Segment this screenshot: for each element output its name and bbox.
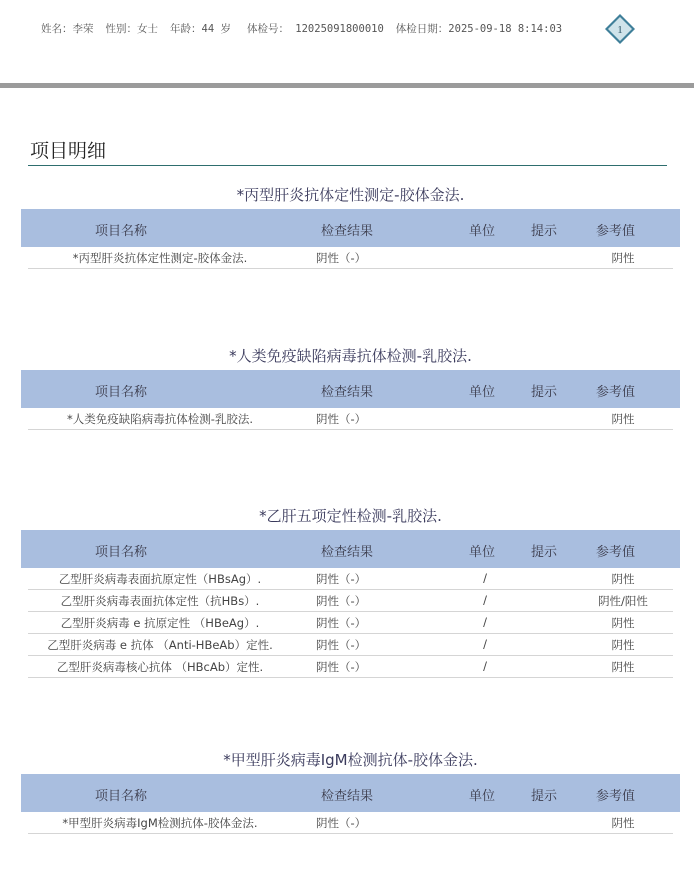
col-name: 项目名称: [95, 545, 148, 560]
row-name: 乙型肝炎病毒核心抗体 （HBcAb）定性.: [56, 660, 264, 674]
row-result: 阴性（-）: [316, 638, 367, 652]
table-row: [28, 612, 673, 634]
table-header: [21, 209, 680, 247]
table-row: [28, 656, 673, 678]
row-name: *丙型肝炎抗体定性测定-胶体金法.: [72, 251, 248, 265]
row-unit: /: [483, 637, 487, 651]
row-result: 阴性（-）: [316, 412, 367, 426]
col-name: 项目名称: [95, 789, 148, 804]
table-row: [28, 568, 673, 590]
col-reference: 参考值: [596, 385, 636, 400]
col-tip: 提示: [531, 545, 558, 560]
col-reference: 参考值: [596, 789, 636, 804]
col-tip: 提示: [531, 385, 558, 400]
row-name: *甲型肝炎病毒IgM检测抗体-胶体金法.: [62, 816, 258, 830]
row-unit: /: [483, 659, 487, 673]
row-reference: 阴性: [611, 616, 635, 630]
table-row: [28, 634, 673, 656]
top-divider: [0, 83, 694, 88]
col-unit: 单位: [469, 224, 496, 239]
col-result: 检查结果: [321, 224, 374, 239]
row-result: 阴性（-）: [316, 616, 367, 630]
patient-gender: 性别：女士: [105, 23, 158, 35]
col-result: 检查结果: [321, 385, 374, 400]
col-tip: 提示: [531, 224, 558, 239]
block-title: *乙肝五项定性检测-乳胶法.: [259, 507, 442, 525]
patient-info: [41, 21, 574, 36]
block-title: *甲型肝炎病毒IgM检测抗体-胶体金法.: [223, 751, 478, 769]
row-unit: /: [483, 571, 487, 585]
test-block-hiv: [21, 342, 680, 430]
block-title: *人类免疫缺陷病毒抗体检测-乳胶法.: [229, 347, 472, 365]
row-name: 乙型肝炎病毒表面抗体定性（抗HBs）.: [60, 594, 260, 608]
col-unit: 单位: [469, 385, 496, 400]
col-reference: 参考值: [596, 224, 636, 239]
col-name: 项目名称: [95, 224, 148, 239]
row-reference: 阴性/阳性: [598, 594, 648, 608]
row-unit: /: [483, 593, 487, 607]
row-unit: /: [483, 615, 487, 629]
row-reference: 阴性: [611, 251, 635, 265]
page-number-badge: [604, 13, 636, 45]
test-block-hbv-five: [21, 502, 680, 678]
row-reference: 阴性: [611, 660, 635, 674]
col-unit: 单位: [469, 789, 496, 804]
row-result: 阴性（-）: [316, 572, 367, 586]
exam-date: 体检日期：2025-09-18 8:14:03: [395, 23, 563, 35]
row-name: 乙型肝炎病毒 e 抗体 （Anti-HBeAb）定性.: [47, 638, 273, 652]
col-name: 项目名称: [95, 385, 148, 400]
col-tip: 提示: [531, 789, 558, 804]
row-reference: 阴性: [611, 412, 635, 426]
table-row: [28, 247, 673, 269]
row-reference: 阴性: [611, 572, 635, 586]
table-header: [21, 774, 680, 812]
table-header: [21, 370, 680, 408]
row-name: 乙型肝炎病毒 e 抗原定性 （HBeAg）.: [60, 616, 260, 630]
row-reference: 阴性: [611, 638, 635, 652]
table-row: [28, 408, 673, 430]
col-unit: 单位: [469, 545, 496, 560]
row-name: 乙型肝炎病毒表面抗原定性（HBsAg）.: [58, 572, 262, 586]
title-divider: [28, 165, 667, 166]
block-title: *丙型肝炎抗体定性测定-胶体金法.: [236, 186, 465, 204]
row-name: *人类免疫缺陷病毒抗体检测-乳胶法.: [66, 412, 254, 426]
patient-age: 年龄：44 岁: [170, 23, 231, 35]
row-result: 阴性（-）: [316, 816, 367, 830]
col-reference: 参考值: [596, 545, 636, 560]
row-result: 阴性（-）: [316, 251, 367, 265]
test-block-hcv: [21, 181, 680, 269]
row-result: 阴性（-）: [316, 594, 367, 608]
table-row: [28, 812, 673, 834]
page-title: 项目明细: [30, 140, 107, 162]
table-header: [21, 530, 680, 568]
row-result: 阴性（-）: [316, 660, 367, 674]
col-result: 检查结果: [321, 545, 374, 560]
exam-number: 体检号： 12025091800010: [246, 23, 384, 35]
test-block-hav-igm: [21, 746, 680, 834]
patient-name: 姓名：李荣: [41, 23, 94, 35]
row-reference: 阴性: [611, 816, 635, 830]
table-row: [28, 590, 673, 612]
col-result: 检查结果: [321, 789, 374, 804]
page-number: 1: [617, 24, 623, 36]
